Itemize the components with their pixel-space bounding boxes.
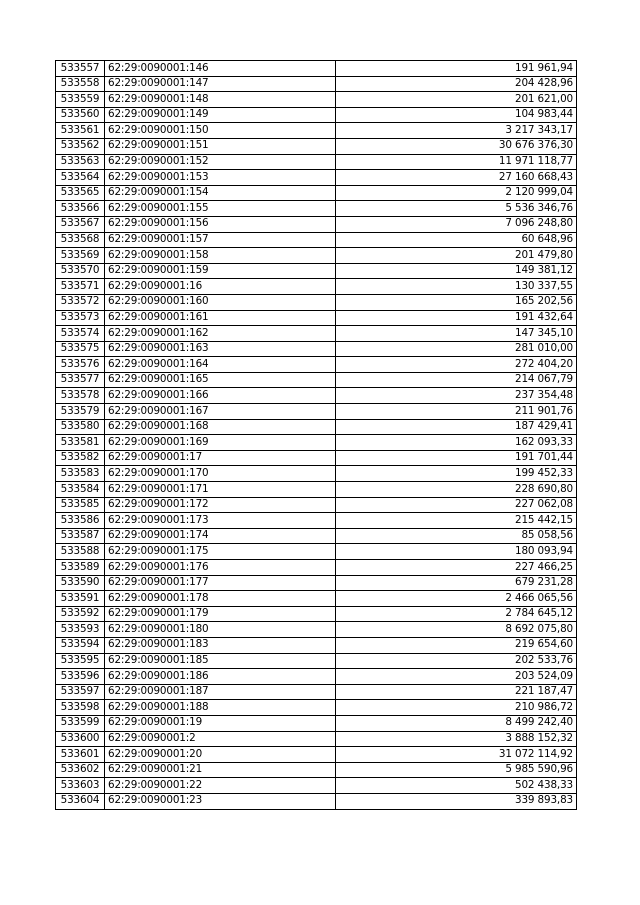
row-number-cell: 533602	[56, 762, 105, 778]
cadastral-number-cell: 62:29:0090001:23	[105, 793, 336, 809]
table-row	[56, 138, 577, 154]
cadastral-value-cell: 204 428,96	[336, 76, 577, 92]
cadastral-value-table	[55, 60, 577, 810]
cadastral-number-cell: 62:29:0090001:158	[105, 248, 336, 264]
row-number-cell: 533588	[56, 544, 105, 560]
row-number-cell: 533600	[56, 731, 105, 747]
row-number-cell: 533576	[56, 357, 105, 373]
cadastral-value-cell: 165 202,56	[336, 294, 577, 310]
table-row	[56, 653, 577, 669]
cadastral-number-cell: 62:29:0090001:186	[105, 669, 336, 685]
table-row	[56, 513, 577, 529]
cadastral-number-cell: 62:29:0090001:19	[105, 715, 336, 731]
row-number-cell: 533596	[56, 669, 105, 685]
cadastral-number-cell: 62:29:0090001:174	[105, 528, 336, 544]
cadastral-value-cell: 199 452,33	[336, 466, 577, 482]
cadastral-value-cell: 272 404,20	[336, 357, 577, 373]
cadastral-number-cell: 62:29:0090001:155	[105, 201, 336, 217]
cadastral-value-cell: 60 648,96	[336, 232, 577, 248]
table-row	[56, 450, 577, 466]
table-row	[56, 747, 577, 763]
cadastral-value-cell: 227 466,25	[336, 560, 577, 576]
table-row	[56, 216, 577, 232]
cadastral-number-cell: 62:29:0090001:157	[105, 232, 336, 248]
row-number-cell: 533579	[56, 404, 105, 420]
table-row	[56, 248, 577, 264]
table-row	[56, 466, 577, 482]
table-row	[56, 482, 577, 498]
cadastral-number-cell: 62:29:0090001:151	[105, 138, 336, 154]
table-row	[56, 544, 577, 560]
row-number-cell: 533560	[56, 107, 105, 123]
table-row	[56, 123, 577, 139]
cadastral-value-cell: 211 901,76	[336, 404, 577, 420]
cadastral-value-cell: 214 067,79	[336, 372, 577, 388]
cadastral-value-cell: 201 621,00	[336, 92, 577, 108]
table-row	[56, 92, 577, 108]
cadastral-value-cell: 7 096 248,80	[336, 216, 577, 232]
row-number-cell: 533567	[56, 216, 105, 232]
cadastral-number-cell: 62:29:0090001:180	[105, 622, 336, 638]
cadastral-number-cell: 62:29:0090001:166	[105, 388, 336, 404]
table-row	[56, 528, 577, 544]
table-row	[56, 357, 577, 373]
table-row	[56, 793, 577, 809]
table-row	[56, 560, 577, 576]
row-number-cell: 533565	[56, 185, 105, 201]
table-row	[56, 341, 577, 357]
cadastral-value-cell: 201 479,80	[336, 248, 577, 264]
row-number-cell: 533562	[56, 138, 105, 154]
cadastral-value-cell: 191 432,64	[336, 310, 577, 326]
cadastral-value-cell: 31 072 114,92	[336, 747, 577, 763]
table-row	[56, 435, 577, 451]
row-number-cell: 533586	[56, 513, 105, 529]
cadastral-value-cell: 281 010,00	[336, 341, 577, 357]
cadastral-value-cell: 215 442,15	[336, 513, 577, 529]
cadastral-value-cell: 221 187,47	[336, 684, 577, 700]
row-number-cell: 533580	[56, 419, 105, 435]
cadastral-value-cell: 219 654,60	[336, 637, 577, 653]
table-row	[56, 279, 577, 295]
cadastral-value-cell: 228 690,80	[336, 482, 577, 498]
cadastral-value-cell: 502 438,33	[336, 778, 577, 794]
cadastral-value-cell: 27 160 668,43	[336, 170, 577, 186]
cadastral-value-cell: 8 692 075,80	[336, 622, 577, 638]
cadastral-number-cell: 62:29:0090001:171	[105, 482, 336, 498]
cadastral-number-cell: 62:29:0090001:185	[105, 653, 336, 669]
table-row	[56, 294, 577, 310]
cadastral-value-cell: 227 062,08	[336, 497, 577, 513]
cadastral-value-cell: 187 429,41	[336, 419, 577, 435]
cadastral-number-cell: 62:29:0090001:154	[105, 185, 336, 201]
row-number-cell: 533563	[56, 154, 105, 170]
table-row	[56, 715, 577, 731]
cadastral-value-cell: 2 120 999,04	[336, 185, 577, 201]
table-row	[56, 575, 577, 591]
table-row	[56, 170, 577, 186]
table-row	[56, 404, 577, 420]
cadastral-value-cell: 30 676 376,30	[336, 138, 577, 154]
cadastral-number-cell: 62:29:0090001:163	[105, 341, 336, 357]
row-number-cell: 533591	[56, 591, 105, 607]
cadastral-value-cell: 202 533,76	[336, 653, 577, 669]
cadastral-value-cell: 191 961,94	[336, 61, 577, 77]
cadastral-value-cell: 11 971 118,77	[336, 154, 577, 170]
row-number-cell: 533557	[56, 61, 105, 77]
table-row	[56, 731, 577, 747]
table-row	[56, 497, 577, 513]
row-number-cell: 533595	[56, 653, 105, 669]
cadastral-value-cell: 191 701,44	[336, 450, 577, 466]
row-number-cell: 533594	[56, 637, 105, 653]
cadastral-number-cell: 62:29:0090001:161	[105, 310, 336, 326]
table-row	[56, 107, 577, 123]
cadastral-number-cell: 62:29:0090001:179	[105, 606, 336, 622]
cadastral-number-cell: 62:29:0090001:20	[105, 747, 336, 763]
row-number-cell: 533584	[56, 482, 105, 498]
row-number-cell: 533601	[56, 747, 105, 763]
row-number-cell: 533577	[56, 372, 105, 388]
row-number-cell: 533570	[56, 263, 105, 279]
cadastral-number-cell: 62:29:0090001:173	[105, 513, 336, 529]
cadastral-number-cell: 62:29:0090001:152	[105, 154, 336, 170]
table-row	[56, 591, 577, 607]
row-number-cell: 533572	[56, 294, 105, 310]
cadastral-value-cell: 2 466 065,56	[336, 591, 577, 607]
cadastral-number-cell: 62:29:0090001:147	[105, 76, 336, 92]
row-number-cell: 533569	[56, 248, 105, 264]
row-number-cell: 533589	[56, 560, 105, 576]
table-row	[56, 372, 577, 388]
row-number-cell: 533571	[56, 279, 105, 295]
cadastral-value-cell: 3 888 152,32	[336, 731, 577, 747]
row-number-cell: 533581	[56, 435, 105, 451]
row-number-cell: 533597	[56, 684, 105, 700]
cadastral-number-cell: 62:29:0090001:156	[105, 216, 336, 232]
table-row	[56, 419, 577, 435]
cadastral-number-cell: 62:29:0090001:159	[105, 263, 336, 279]
cadastral-number-cell: 62:29:0090001:17	[105, 450, 336, 466]
row-number-cell: 533587	[56, 528, 105, 544]
cadastral-value-cell: 149 381,12	[336, 263, 577, 279]
cadastral-value-cell: 237 354,48	[336, 388, 577, 404]
row-number-cell: 533578	[56, 388, 105, 404]
cadastral-number-cell: 62:29:0090001:148	[105, 92, 336, 108]
cadastral-number-cell: 62:29:0090001:149	[105, 107, 336, 123]
table-body	[56, 61, 577, 810]
table-row	[56, 232, 577, 248]
row-number-cell: 533604	[56, 793, 105, 809]
cadastral-value-cell: 2 784 645,12	[336, 606, 577, 622]
cadastral-value-cell: 5 985 590,96	[336, 762, 577, 778]
cadastral-number-cell: 62:29:0090001:178	[105, 591, 336, 607]
cadastral-number-cell: 62:29:0090001:21	[105, 762, 336, 778]
cadastral-value-cell: 5 536 346,76	[336, 201, 577, 217]
cadastral-number-cell: 62:29:0090001:170	[105, 466, 336, 482]
cadastral-value-cell: 162 093,33	[336, 435, 577, 451]
table-row	[56, 669, 577, 685]
table-row	[56, 185, 577, 201]
row-number-cell: 533561	[56, 123, 105, 139]
row-number-cell: 533582	[56, 450, 105, 466]
cadastral-value-cell: 339 893,83	[336, 793, 577, 809]
cadastral-value-cell: 104 983,44	[336, 107, 577, 123]
table-row	[56, 310, 577, 326]
cadastral-number-cell: 62:29:0090001:164	[105, 357, 336, 373]
cadastral-number-cell: 62:29:0090001:165	[105, 372, 336, 388]
row-number-cell: 533573	[56, 310, 105, 326]
table-row	[56, 762, 577, 778]
cadastral-value-cell: 85 058,56	[336, 528, 577, 544]
cadastral-number-cell: 62:29:0090001:172	[105, 497, 336, 513]
cadastral-value-cell: 130 337,55	[336, 279, 577, 295]
cadastral-value-cell: 8 499 242,40	[336, 715, 577, 731]
table-row	[56, 778, 577, 794]
cadastral-number-cell: 62:29:0090001:150	[105, 123, 336, 139]
row-number-cell: 533566	[56, 201, 105, 217]
row-number-cell: 533558	[56, 76, 105, 92]
cadastral-number-cell: 62:29:0090001:183	[105, 637, 336, 653]
cadastral-number-cell: 62:29:0090001:176	[105, 560, 336, 576]
cadastral-value-cell: 210 986,72	[336, 700, 577, 716]
row-number-cell: 533590	[56, 575, 105, 591]
row-number-cell: 533592	[56, 606, 105, 622]
cadastral-number-cell: 62:29:0090001:188	[105, 700, 336, 716]
row-number-cell: 533575	[56, 341, 105, 357]
row-number-cell: 533583	[56, 466, 105, 482]
cadastral-value-cell: 679 231,28	[336, 575, 577, 591]
cadastral-number-cell: 62:29:0090001:2	[105, 731, 336, 747]
table-row	[56, 606, 577, 622]
row-number-cell: 533559	[56, 92, 105, 108]
cadastral-value-cell: 180 093,94	[336, 544, 577, 560]
row-number-cell: 533564	[56, 170, 105, 186]
cadastral-value-cell: 147 345,10	[336, 326, 577, 342]
table-row	[56, 388, 577, 404]
row-number-cell: 533603	[56, 778, 105, 794]
row-number-cell: 533593	[56, 622, 105, 638]
table-row	[56, 201, 577, 217]
table-row	[56, 326, 577, 342]
cadastral-number-cell: 62:29:0090001:22	[105, 778, 336, 794]
table-row	[56, 154, 577, 170]
row-number-cell: 533598	[56, 700, 105, 716]
row-number-cell: 533574	[56, 326, 105, 342]
cadastral-number-cell: 62:29:0090001:167	[105, 404, 336, 420]
cadastral-number-cell: 62:29:0090001:160	[105, 294, 336, 310]
row-number-cell: 533585	[56, 497, 105, 513]
cadastral-number-cell: 62:29:0090001:162	[105, 326, 336, 342]
cadastral-number-cell: 62:29:0090001:153	[105, 170, 336, 186]
table-row	[56, 263, 577, 279]
row-number-cell: 533568	[56, 232, 105, 248]
cadastral-number-cell: 62:29:0090001:187	[105, 684, 336, 700]
cadastral-number-cell: 62:29:0090001:168	[105, 419, 336, 435]
cadastral-value-cell: 203 524,09	[336, 669, 577, 685]
cadastral-number-cell: 62:29:0090001:169	[105, 435, 336, 451]
cadastral-number-cell: 62:29:0090001:177	[105, 575, 336, 591]
cadastral-number-cell: 62:29:0090001:16	[105, 279, 336, 295]
cadastral-value-cell: 3 217 343,17	[336, 123, 577, 139]
cadastral-number-cell: 62:29:0090001:146	[105, 61, 336, 77]
cadastral-number-cell: 62:29:0090001:175	[105, 544, 336, 560]
table-row	[56, 700, 577, 716]
table-row	[56, 684, 577, 700]
table-row	[56, 622, 577, 638]
table-row	[56, 76, 577, 92]
row-number-cell: 533599	[56, 715, 105, 731]
table-row	[56, 61, 577, 77]
table-row	[56, 637, 577, 653]
